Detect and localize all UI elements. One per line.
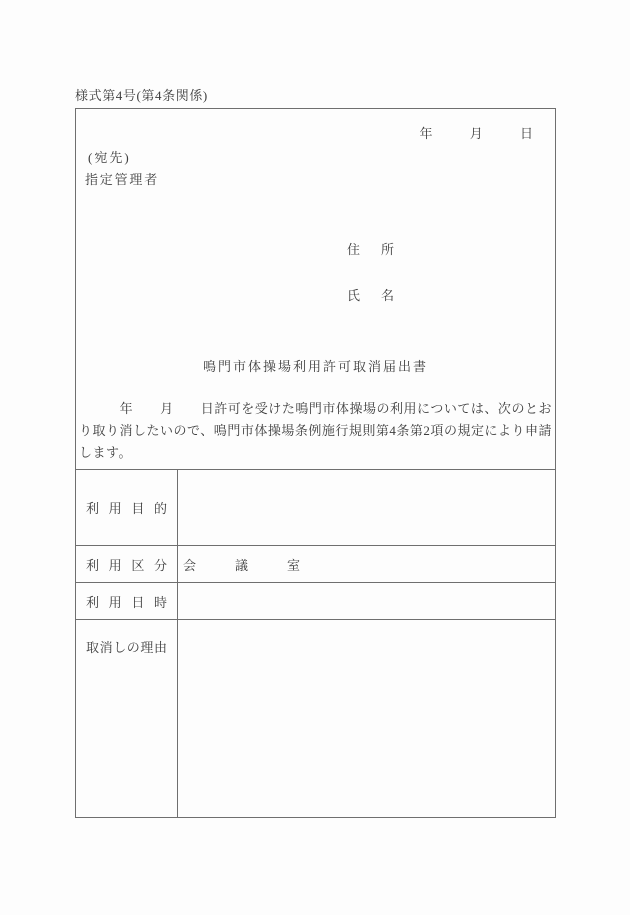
table-row-purpose	[76, 470, 555, 546]
table-row-datetime	[76, 583, 555, 620]
category-label-cell	[76, 546, 178, 582]
purpose-label: 利用目的	[86, 501, 167, 516]
body-paragraph: 年 月 日許可を受けた鳴門市体操場の利用については、次のとおり取り消したいので、鳴門市体操場条例施行規則第4条第2項の規定により申請します。	[79, 401, 552, 460]
datetime-label-cell	[76, 583, 178, 619]
day-label: 日	[519, 126, 534, 141]
date-line	[419, 123, 534, 142]
form-number-label: 様式第4号(第4条関係)	[75, 88, 208, 103]
purpose-label-cell	[76, 470, 178, 545]
addressee-label: (宛先)	[88, 150, 131, 165]
name-label: 氏 名	[347, 288, 399, 303]
table-row-category	[76, 546, 555, 583]
datetime-value-cell	[178, 583, 555, 619]
purpose-value-cell	[178, 470, 555, 545]
table-row-cancel-reason	[76, 620, 555, 817]
datetime-label: 利用日時	[86, 594, 167, 610]
category-value-cell: 会議室	[183, 557, 340, 573]
address-label: 住 所	[347, 242, 399, 257]
year-label: 年	[419, 126, 434, 141]
form-box	[75, 108, 556, 818]
category-label: 利用区分	[86, 557, 167, 573]
cancel-reason-value-cell	[178, 620, 555, 817]
month-label: 月	[469, 126, 484, 141]
cancel-reason-label-cell	[76, 620, 178, 817]
form-table	[76, 469, 555, 817]
document-title: 鳴門市体操場利用許可取消届出書	[202, 359, 428, 374]
cancel-reason-label: 取消しの理由	[86, 640, 167, 655]
designated-manager-label: 指定管理者	[85, 172, 160, 187]
